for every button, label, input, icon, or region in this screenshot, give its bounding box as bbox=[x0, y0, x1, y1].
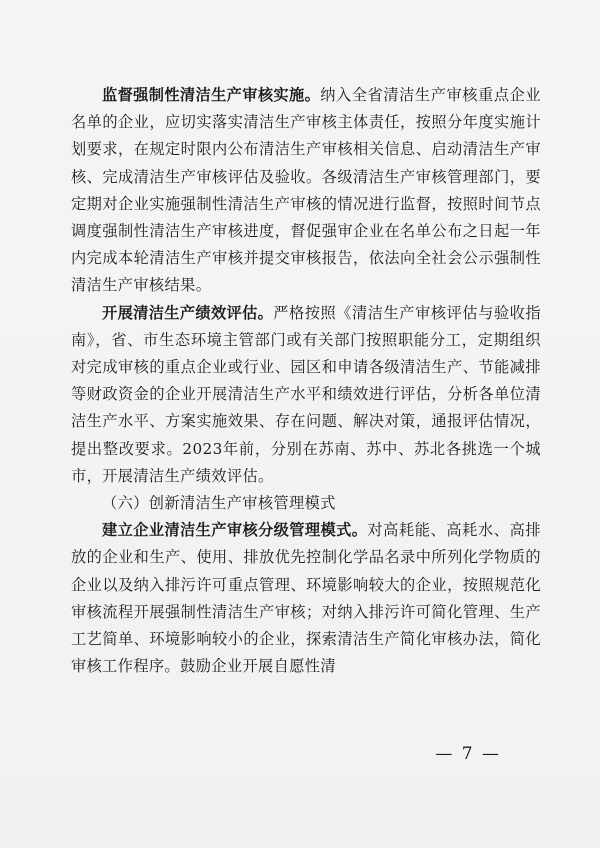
paragraph-lead: 建立企业清洁生产审核分级管理模式。 bbox=[102, 521, 368, 540]
paragraph-text: 对高耗能、高耗水、高排放的企业和生产、使用、排放优先控制化学品名录中所列化学物质的企业以及纳入排污许可重点管理、环境影响较大的企业，按照规范化审核流程开展强制性清洁生产审核；对纳入排污许可简化管理、生产工艺简单、环境影响较小的企业，探索清洁生产简化审核办法，简化审核工作程序。鼓励企业开展自愿性清 bbox=[71, 521, 541, 676]
paragraph-supervise-mandatory-audit bbox=[71, 82, 541, 300]
paragraph-lead: 监督强制性清洁生产审核实施。 bbox=[102, 86, 321, 104]
paragraph-performance-evaluation bbox=[71, 300, 541, 490]
paragraph-text: 严格按照《清洁生产审核评估与验收指南》，省、市生态环境主管部门或有关部门按照职能分工，定期组织对完成审核的重点企业或行业、园区和申请各级清洁生产、节能减排等财政资金的企业开展清洁生产水平和绩效进行评估，分析各单位清洁生产水平、方案实施效果、存在问题、解决对策，通报评估情况，提出整改要求。2023年前，分别在苏南、苏中、苏北各挑选一个城市，开展清洁生产绩效评估。 bbox=[71, 303, 541, 485]
section-heading: （六）创新清洁生产审核管理模式 bbox=[102, 494, 336, 513]
page-number: — 7 — bbox=[435, 744, 501, 764]
paragraph-text: 纳入全省清洁生产审核重点企业名单的企业，应切实落实清洁生产审核主体责任，按照分年度实施计划要求，在规定时限内公布清洁生产审核相关信息、启动清洁生产审核、完成清洁生产审核评估及验收。各级清洁生产审核管理部门，要定期对企业实施强制性清洁生产审核的情况进行监督，按照时间节点调度强制性清洁生产审核进度，督促强审企业在名单公布之日起一年内完成本轮清洁生产审核并提交审核报告，依法向全社会公示强制性清洁生产审核结果。 bbox=[71, 86, 541, 295]
paragraph-tiered-management bbox=[71, 517, 541, 680]
document-body bbox=[71, 82, 541, 680]
paragraph-lead: 开展清洁生产绩效评估。 bbox=[102, 303, 274, 322]
